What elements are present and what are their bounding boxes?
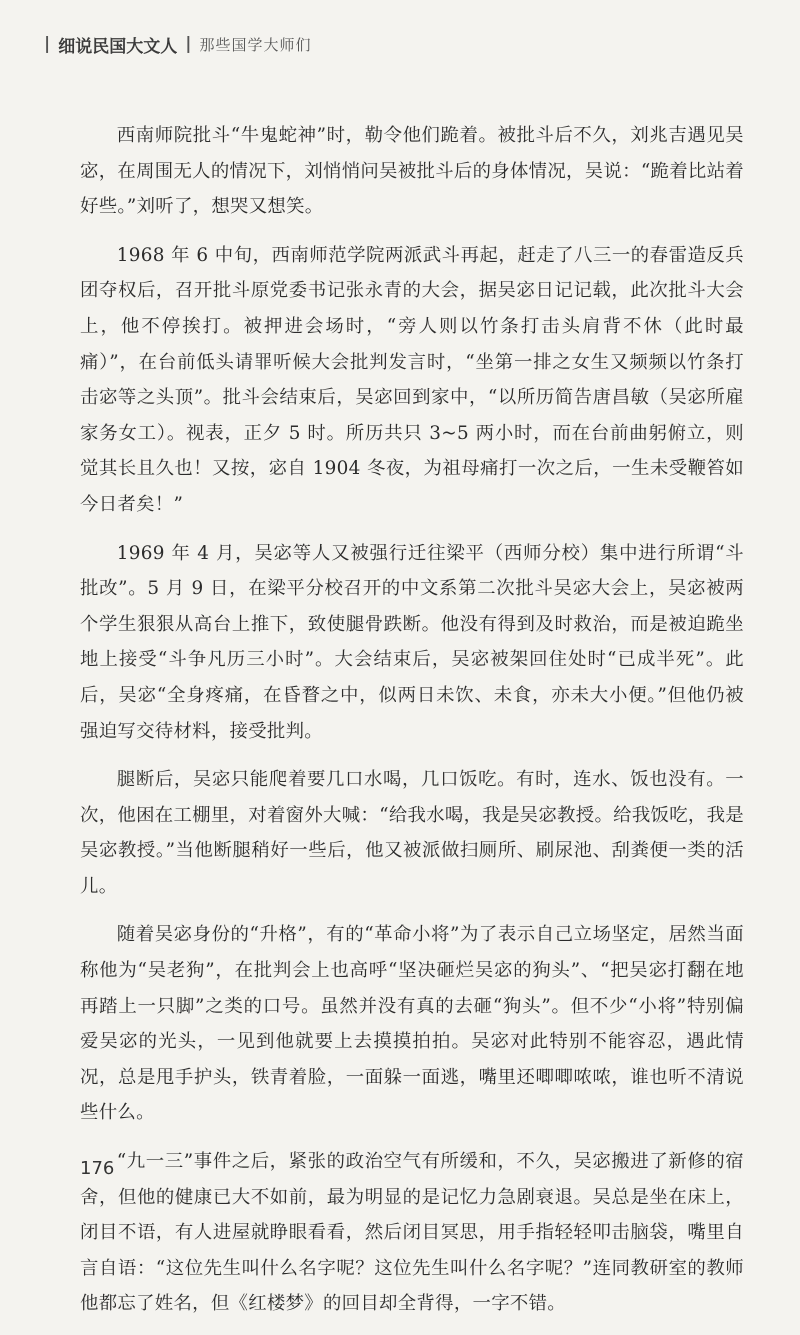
paragraph-2: 1968 年 6 中旬，西南师范学院两派武斗再起，赶走了八三一的春雷造反兵团夺权后，召开批斗原党委书记张永青的大会，据吴宓日记记载，此次批斗大会上，他不停挨打。被押进会场时，“旁人则以竹条打击头肩背不休（此时最痛）”，在台前低头请罪听候大会批判发言时，“坐第一排之女生又频频以竹条打击宓等之头顶”。批斗会结束后，吴宓回到家中，“以所历简告唐昌敏（吴宓所雇家务女工）。视表，正夕 5 时。所历共只 3~5 两小时，而在台前曲躬俯立，则觉其长且久也！又按，宓自 1904 冬夜，为祖母痛打一次之后，一生未受鞭笞如今日者矣！” [80,244,744,515]
header-separator-right: | [185,34,192,54]
paragraph-4: 腿断后，吴宓只能爬着要几口水喝，几口饭吃。有时，连水、饭也没有。一次，他困在工棚里，对着窗外大喊：“给我水喝，我是吴宓教授。给我饭吃，我是吴宓教授。”当他断腿稍好一些后，他又被派做扫厕所、刷尿池、刮粪便一类的活儿。 [80,769,744,897]
book-title: 细说民国大文人 [58,36,178,57]
running-header [36,28,311,60]
body-text [80,118,744,1335]
page-number: 176 [80,1158,115,1179]
header-separator-left: | [44,34,51,54]
chapter-title: 那些国学大师们 [199,35,312,54]
paragraph-6: “九一三”事件之后，紧张的政治空气有所缓和，不久，吴宓搬进了新修的宿舍，但他的健康已大不如前，最为明显的是记忆力急剧衰退。吴总是坐在床上，闭目不语，有人进屋就睁眼看看，然后闭目冥思，用手指轻轻叩击脑袋，嘴里自言自语：“这位先生叫什么名字呢？这位先生叫什么名字呢？”连同教研室的教师他都忘了姓名，但《红楼梦》的回目却全背得，一字不错。 [80,1151,744,1315]
paragraph-1: 西南师院批斗“牛鬼蛇神”时，勒令他们跪着。被批斗后不久，刘兆吉遇见吴宓，在周围无人的情况下，刘悄悄问吴被批斗后的身体情况，吴说：“跪着比站着好些。”刘听了，想哭又想笑。 [80,125,744,218]
paragraph-3: 1969 年 4 月，吴宓等人又被强行迁往梁平（西师分校）集中进行所谓“斗批改”。5 月 9 日，在梁平分校召开的中文系第二次批斗吴宓大会上，吴宓被两个学生狠狠从高台上推下，致使腿骨跌断。他没有得到及时救治，而是被迫跪坐地上接受“斗争凡历三小时”。大会结束后，吴宓被架回住处时“已成半死”。此后，吴宓“全身疼痛，在昏瞀之中，似两日未饮、未食，亦未大小便。”但他仍被强迫写交待材料，接受批判。 [80,542,744,742]
paragraph-5: 随着吴宓身份的“升格”，有的“革命小将”为了表示自己立场坚定，居然当面称他为“吴老狗”，在批判会上也高呼“坚决砸烂吴宓的狗头”、“把吴宓打翻在地再踏上一只脚”之类的口号。虽然并没有真的去砸“狗头”。但不少“小将”特别偏爱吴宓的光头，一见到他就要上去摸摸拍拍。吴宓对此特别不能容忍，遇此情况，总是甩手护头，铁青着脸，一面躲一面逃，嘴里还唧唧哝哝，谁也听不清说些什么。 [80,924,744,1124]
